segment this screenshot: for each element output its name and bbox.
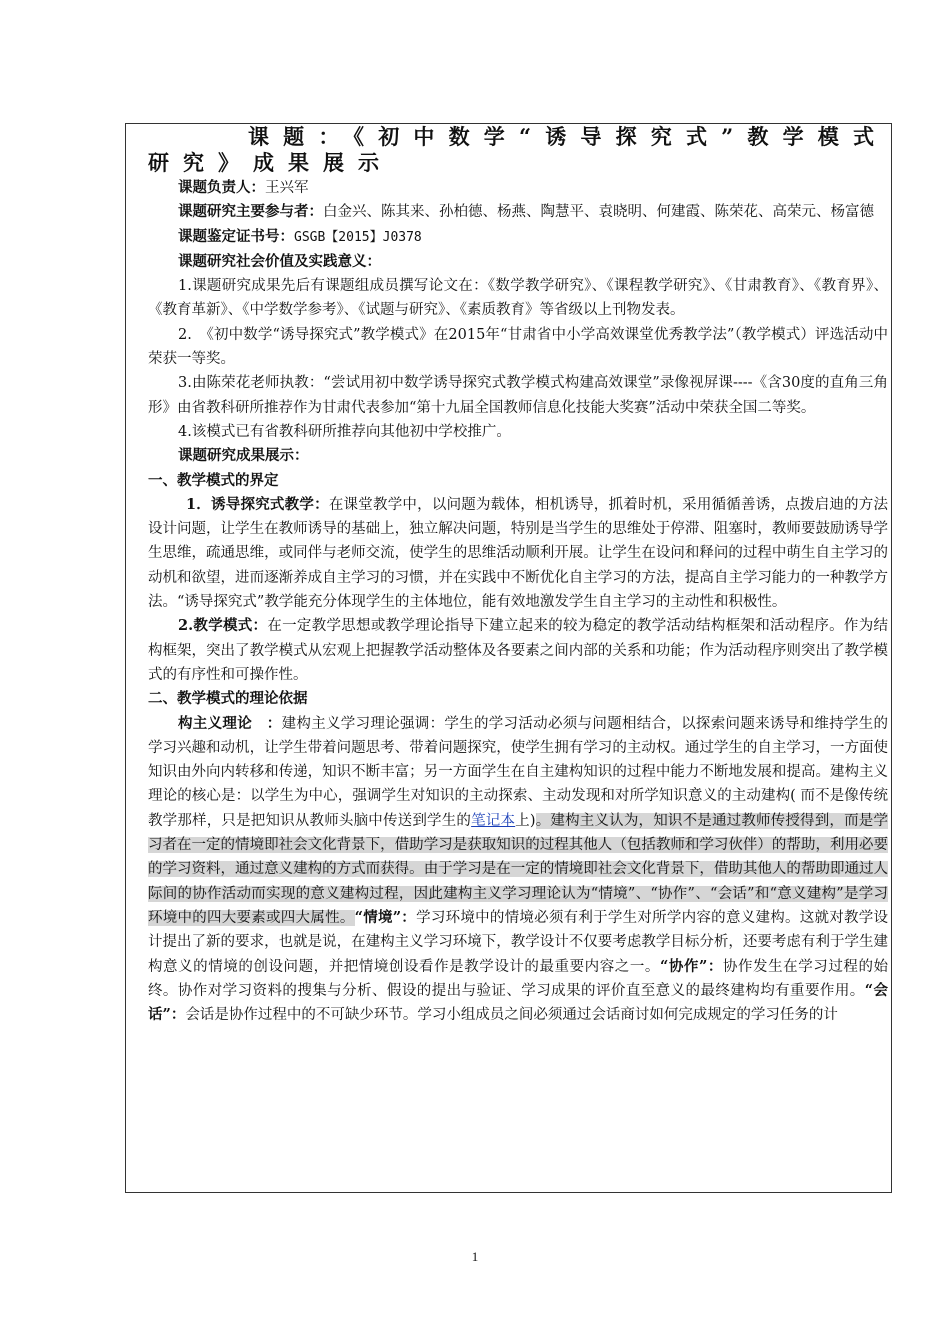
value-heading: 课题研究社会价值及实践意义： bbox=[178, 252, 381, 270]
value-item: 3.由陈荣花老师执教：“尝试用初中数学诱导探究式教学模式构建高效课堂”录像视屏课----《含30度的直角三角形》由省教科研所推荐作为甘肃代表参加“第十九届全国教师信息化技能大奖赛”活动中荣获全国二等奖。 bbox=[148, 375, 888, 416]
participants-line bbox=[148, 200, 888, 224]
term-label: 2.教学模式： bbox=[178, 617, 268, 635]
paragraph bbox=[148, 614, 888, 687]
leader-name: 王兴军 bbox=[265, 180, 309, 196]
certificate-label: 课题鉴定证书号： bbox=[178, 227, 294, 245]
section-heading: 一、教学模式的界定 bbox=[148, 471, 279, 489]
paragraph-text: 协作发生在学习过程的始终。协作对学习资料的搜集与分析、假设的提出与验证、学习成果的评价直至意义的最终建构均有重要作用。 bbox=[148, 958, 888, 999]
certificate-number: GSGB【2015】J0378 bbox=[294, 229, 422, 245]
participants-label: 课题研究主要参与者： bbox=[178, 203, 323, 221]
leader-label: 课题负责人： bbox=[178, 179, 265, 196]
results-heading: 课题研究成果展示： bbox=[178, 447, 309, 465]
highlighted-text: 。建构主义认为，知识不是通过教师传授得到，而是学习者在一定的情境即社会文化背景下，借助学习是获取知识的过程其他人（包括教师和学习伙伴）的帮助，利用必要的学习资料，通过意义建构的方式而获得。由于学习是在一定的情境即社会文化背景下，借助其他人的帮助即通过人际间的协作活动而实现的意义建构过程，因此建构主义学习理论认为“情境”、“协作”、“会话”和“意义建构”是学习环境中的四大要素或四大属性。 bbox=[148, 812, 888, 926]
participants-names: 白金兴、陈其来、孙柏德、杨燕、陶慧平、袁晓明、何建霞、陈荣花、高荣元、杨富德 bbox=[323, 204, 874, 221]
paragraph-text: 上) bbox=[515, 812, 536, 829]
term-label: “会话”： bbox=[148, 981, 889, 1024]
paragraph bbox=[148, 712, 888, 1028]
paragraph bbox=[148, 493, 888, 614]
paragraph-text: 在课堂教学中，以问题为载体，相机诱导，抓着时机，采用循循善诱，点拨启迪的方法设计问题，让学生在教师诱导的基础上，独立解决问题，特别是当学生的思维处于停滞、阻塞时，教师要鼓励诱导学生思维，疏通思维，或同伴与老师交流，使学生的思维活动顺利开展。让学生在设问和释问的过程中萌生自主学习的动机和欲望，进而逐渐养成自主学习的习惯，并在实践中不断优化自主学习的方法，提高自主学习能力的一种教学方法。“诱导探究式”教学能充分体现学生的主体地位，能有效地激发学生自主学习的主动性和积极性。 bbox=[148, 496, 889, 611]
paragraph-text: 会话是协作过程中的不可缺少环节。学习小组成员之间必须通过会话商讨如何完成规定的学习任务的计 bbox=[185, 1007, 838, 1024]
paragraph-text: 在一定教学思想或教学理论指导下建立起来的较为稳定的教学活动结构框架和活动程序。作为结构框架，突出了教学模式从宏观上把握教学活动整体及各要素之间内部的关系和功能；作为活动程序则突出了教学模式的有序性和可操作性。 bbox=[148, 618, 888, 683]
value-item: 1.课题研究成果先后有课题组成员撰写论文在：《数学教学研究》、《课程教学研究》、《甘肃教育》、《教育界》、《教育革新》、《中学数学参考》、《试题与研究》、《素质教育》等省级以上刊物发表。 bbox=[148, 278, 888, 319]
paragraph-text: 建构主义学习理论强调：学生的学习活动必须与问题相结合，以探索问题来诱导和维持学生的学习兴趣和动机，让学生带着问题思考、带着问题探究，使学生拥有学习的主动权。通过学生的自主学习，一方面使知识由外向内转移和传递，知识不断丰富；另一方面学生在自主建构知识的过程中能力不断地发展和提高。建构主义理论的核心是：以学生为中心，强调学生对知识的主动探索、主动发现和对所学知识意义的主动建构( 而不是像传统教学那样，只是把知识从教师头脑中传送到学生的 bbox=[148, 715, 889, 829]
value-item: 4.该模式已有省教科研所推荐向其他初中学校推广。 bbox=[178, 423, 511, 440]
section-heading: 二、教学模式的理论依据 bbox=[148, 690, 308, 708]
notebook-link[interactable]: 笔记本 bbox=[471, 812, 516, 829]
term-label: 构主义理论 ： bbox=[178, 714, 282, 732]
page-title: 课题：《初中数学“诱导探究式”教学模式研究》成果展示 bbox=[148, 124, 888, 175]
value-item: 2. 《初中数学“诱导探究式”教学模式》在2015年“甘肃省中小学高效课堂优秀教学法”（教学模式）评选活动中荣获一等奖。 bbox=[148, 326, 888, 368]
paragraph-text: 学习环境中的情境必须有利于学生对所学内容的意义建构。这就对教学设计提出了新的要求，也就是说，在建构主义学习环境下，教学设计不仅要考虑教学目标分析，还要考虑有利于学生建构意义的情境的创设问题，并把情境创设看作是教学设计的最重要内容之一。 bbox=[148, 909, 889, 975]
leader-line bbox=[148, 176, 888, 200]
document-body bbox=[148, 124, 888, 1027]
term-label: 1．诱导探究式教学： bbox=[186, 495, 329, 513]
term-label: “协作”： bbox=[659, 957, 723, 975]
page-number: 1 bbox=[471, 1249, 479, 1264]
term-label: “情境”： bbox=[354, 908, 417, 926]
certificate-line bbox=[148, 225, 888, 250]
